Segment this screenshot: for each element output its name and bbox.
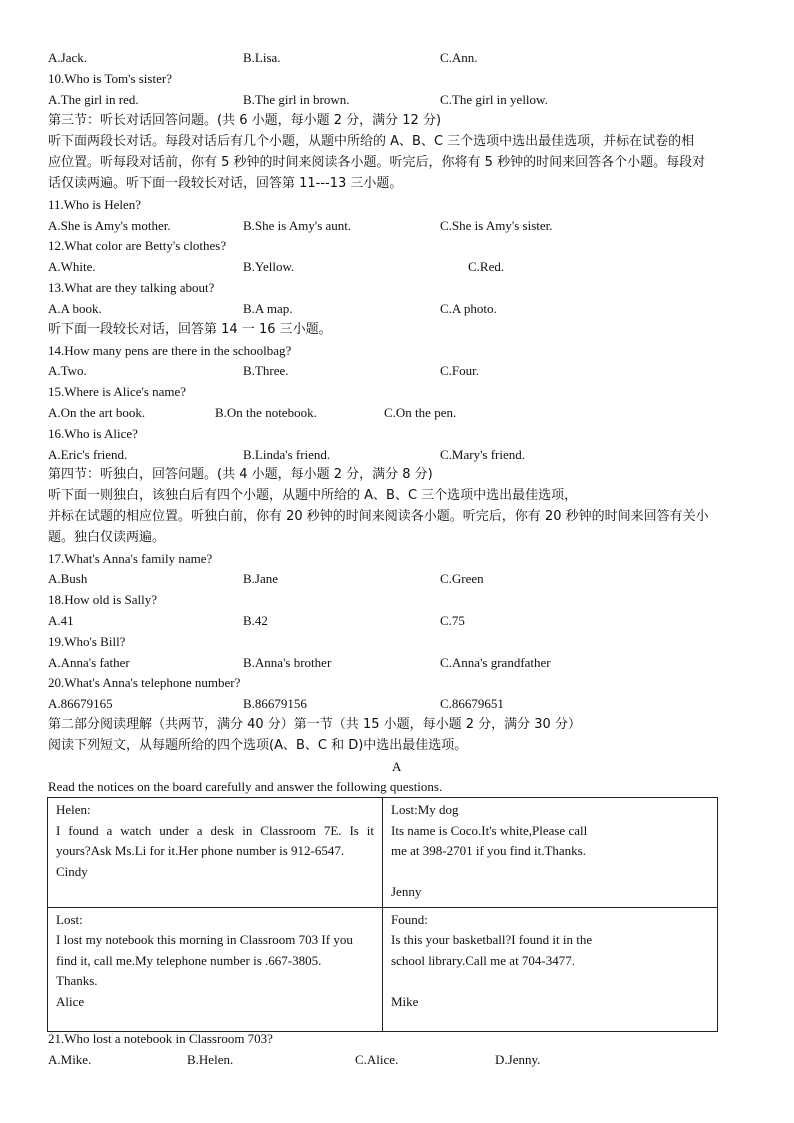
question-10: 10.Who is Tom's sister? (48, 71, 172, 86)
question-19: 19.Who's Bill? (48, 634, 126, 649)
part-2-title: 第二部分阅读理解（共两节，满分 40 分）第一节（共 15 小题，每小题 2 分，满分 30 分） (48, 717, 581, 732)
q16-option-c: C.Mary's friend. (440, 447, 526, 462)
question-12: 12.What color are Betty's clothes? (48, 238, 227, 253)
passage-intro: Read the notices on the board carefully and answer the following questions. (48, 779, 443, 794)
notice-line: Lost: (56, 911, 83, 927)
question-14: 14.How many pens are there in the schoolbag? (48, 343, 292, 358)
q18-option-b: B.42 (243, 613, 268, 628)
option-c: C.Ann. (440, 50, 478, 65)
section-4-title: 第四节：听独白，回答问题。(共 4 小题，每小题 2 分，满分 8 分) (48, 467, 433, 482)
q16-option-a: A.Eric's friend. (48, 447, 128, 462)
q12-option-b: B.Yellow. (243, 259, 295, 274)
q12-option-a: A.White. (48, 259, 96, 274)
section-3-instruction-3: 话仅读两遍。听下面一段较长对话，回答第 11---13 三小题。 (48, 176, 403, 191)
question-15: 15.Where is Alice's name? (48, 384, 187, 399)
notice-line: Cindy (56, 863, 88, 879)
q20-option-b: B.86679156 (243, 696, 307, 711)
question-20: 20.What's Anna's telephone number? (48, 675, 241, 690)
section-3-instruction-1: 听下面两段长对话。每段对话后有几个小题，从题中所给的 A、B、C 三个选项中选出最佳选项，并标在试卷的相 (48, 134, 695, 149)
q13-option-a: A.A book. (48, 301, 102, 316)
q17-option-c: C.Green (440, 571, 484, 586)
q21-option-b: B.Helen. (187, 1052, 234, 1067)
question-18: 18.How old is Sally? (48, 592, 158, 607)
q19-option-c: C.Anna's grandfather (440, 655, 551, 670)
question-17: 17.What's Anna's family name? (48, 551, 213, 566)
notice-line: I found a watch under a desk in Classroom 7E. Is it (56, 822, 374, 838)
q11-option-b: B.She is Amy's aunt. (243, 218, 352, 233)
section-4-instruction-2: 并标在试题的相应位置。听独白前，你有 20 秒钟的时间来阅读各小题。听完后，你有 20 秒钟的时间来回答有关小 (48, 509, 709, 524)
q14-option-c: C.Four. (440, 363, 480, 378)
q18-option-c: C.75 (440, 613, 465, 628)
q17-option-b: B.Jane (243, 571, 279, 586)
q19-option-a: A.Anna's father (48, 655, 130, 670)
q21-option-c: C.Alice. (355, 1052, 399, 1067)
q15-option-a: A.On the art book. (48, 405, 146, 420)
option-b: B.Lisa. (243, 50, 281, 65)
notice-line: Mike (391, 993, 419, 1009)
notice-lost (48, 907, 383, 1031)
table-row (48, 907, 718, 1031)
notice-line: school library.Call me at 704-3477. (391, 952, 576, 968)
notice-line: Thanks. (56, 973, 98, 988)
q20-option-c: C.86679651 (440, 696, 504, 711)
notice-helen (48, 798, 383, 908)
section-3-instruction-2: 应位置。听每段对话前，你有 5 秒钟的时间来阅读各小题。听完后，你将有 5 秒钟的时间来回答各个小题。每段对 (48, 155, 706, 170)
notice-line: I lost my notebook this morning in Classroom 703 If you (56, 932, 353, 947)
q17-option-a: A.Bush (48, 571, 88, 586)
question-16: 16.Who is Alice? (48, 426, 138, 441)
table-row (48, 798, 718, 908)
section-4-instruction-3: 题。独白仅读两遍。 (48, 530, 166, 545)
q10-option-c: C.The girl in yellow. (440, 92, 548, 107)
notice-line: Helen: (56, 802, 91, 817)
q11-option-c: C.She is Amy's sister. (440, 218, 553, 233)
notice-line: Jenny (391, 884, 422, 899)
section-3-title: 第三节：听长对话回答问题。(共 6 小题，每小题 2 分，满分 12 分) (48, 113, 442, 128)
notice-line: me at 398-2701 if you find it.Thanks. (391, 843, 586, 858)
notice-line: Is this your basketball?I found it in the (391, 932, 593, 947)
q19-option-b: B.Anna's brother (243, 655, 332, 670)
part-2-instruction: 阅读下列短文，从每题所给的四个选项(A、B、C 和 D)中选出最佳选项。 (48, 738, 468, 753)
passage-label: A (392, 759, 402, 774)
q10-option-a: A.The girl in red. (48, 92, 139, 107)
notice-board-table (47, 797, 718, 1032)
q20-option-a: A.86679165 (48, 696, 113, 711)
notice-lost-dog (383, 798, 718, 908)
notice-line: Lost:My dog (391, 802, 459, 817)
section-4-instruction-1: 听下面一则独白，该独白后有四个小题，从题中所给的 A、B、C 三个选项中选出最佳选项， (48, 488, 578, 503)
q21-option-a: A.Mike. (48, 1052, 92, 1067)
q15-option-b: B.On the notebook. (215, 405, 317, 420)
section-3-second-instruction: 听下面一段较长对话，回答第 14 一 16 三小题。 (48, 322, 332, 337)
q16-option-b: B.Linda's friend. (243, 447, 331, 462)
q13-option-c: C.A photo. (440, 301, 497, 316)
notice-line (391, 971, 709, 992)
q14-option-b: B.Three. (243, 363, 289, 378)
q11-option-a: A.She is Amy's mother. (48, 218, 171, 233)
question-21: 21.Who lost a notebook in Classroom 703? (48, 1031, 273, 1046)
question-13: 13.What are they talking about? (48, 280, 215, 295)
q12-option-c: C.Red. (468, 259, 505, 274)
q15-option-c: C.On the pen. (384, 405, 457, 420)
q13-option-b: B.A map. (243, 301, 293, 316)
q21-option-d: D.Jenny. (495, 1052, 541, 1067)
notice-line: Found: (391, 911, 428, 927)
q18-option-a: A.41 (48, 613, 74, 628)
option-a: A.Jack. (48, 50, 87, 65)
question-11: 11.Who is Helen? (48, 197, 142, 212)
notice-found (383, 907, 718, 1031)
q14-option-a: A.Two. (48, 363, 87, 378)
notice-line: Alice (56, 993, 85, 1009)
notice-line: yours?Ask Ms.Li for it.Her phone number is 912-6547. (56, 843, 345, 858)
notice-line: find it, call me.My telephone number is .667-3805. (56, 952, 322, 968)
notice-line: Its name is Coco.It's white,Please call (391, 822, 588, 838)
q10-option-b: B.The girl in brown. (243, 92, 350, 107)
notice-line (391, 862, 709, 883)
